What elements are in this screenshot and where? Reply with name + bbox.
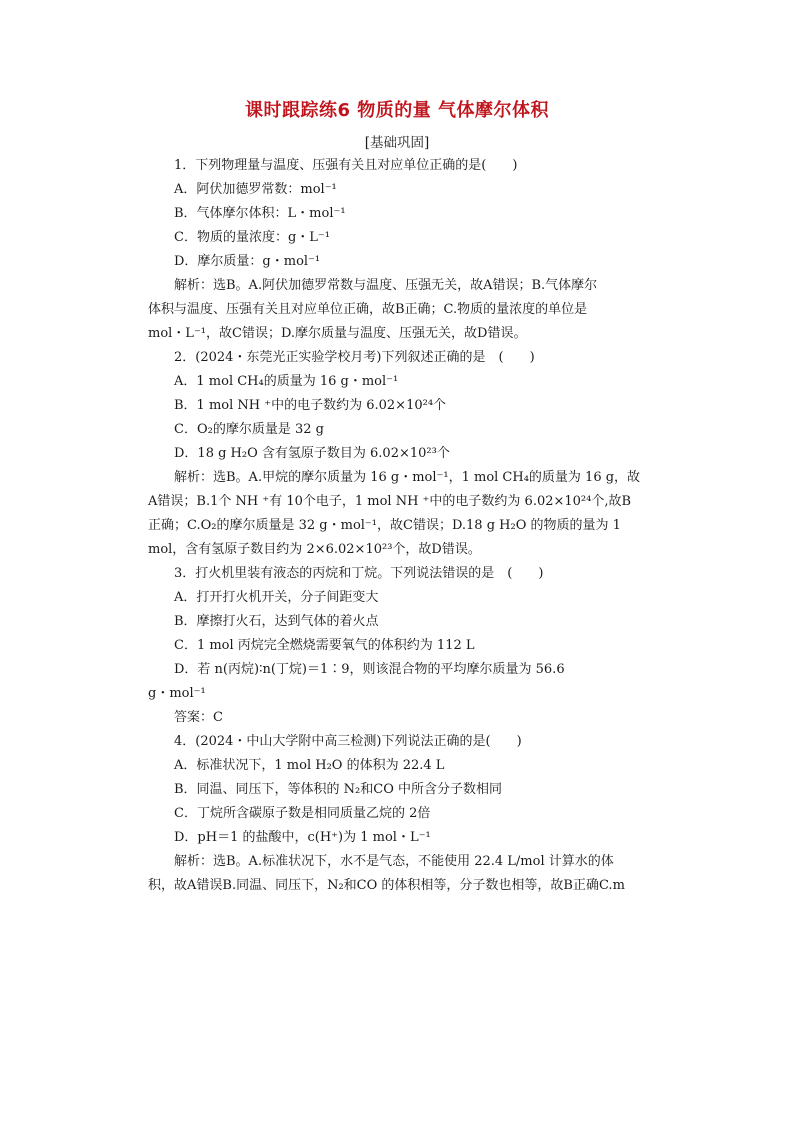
text-line: B．摩擦打火石，达到气体的着火点 — [174, 614, 379, 629]
text-line: C．O₂的摩尔质量是 32 g — [174, 422, 324, 437]
text-line: A．标准状况下，1 mol H₂O 的体积为 22.4 L — [174, 758, 445, 773]
text-line: 4．(2024・中山大学附中高三检测)下列说法正确的是( ) — [174, 734, 522, 749]
text-line: B．气体摩尔体积：L・mol⁻¹ — [174, 206, 346, 221]
text-line: A．1 mol CH₄的质量为 16 g・mol⁻¹ — [174, 374, 399, 389]
text-line: 体积与温度、压强有关且对应单位正确，故B正确；C.物质的量浓度的单位是 — [148, 302, 588, 317]
text-line: 2．(2024・东莞光正实验学校月考)下列叙述正确的是 ( ) — [174, 350, 535, 365]
text-line: 正确；C.O₂的摩尔质量是 32 g・mol⁻¹，故C错误；D.18 g H₂O 的物质的量为 1 — [148, 518, 621, 533]
text-line: D．pH＝1 的盐酸中，c(H⁺)为 1 mol・L⁻¹ — [174, 830, 431, 845]
text-line: B．同温、同压下，等体积的 N₂和CO 中所含分子数相同 — [174, 782, 503, 797]
page-title: 课时跟踪练6 物质的量 气体摩尔体积 — [244, 100, 550, 121]
text-line: g・mol⁻¹ — [148, 686, 206, 701]
text-line: 解析：选B。A.甲烷的摩尔质量为 16 g・mol⁻¹，1 mol CH₄的质量为 16 g，故 — [174, 470, 641, 485]
text-line: C．1 mol 丙烷完全燃烧需要氧气的体积约为 112 L — [174, 638, 475, 653]
document-body — [148, 154, 648, 898]
text-line: C．物质的量浓度：g・L⁻¹ — [174, 230, 330, 245]
text-line: 解析：选B。A.阿伏加德罗常数与温度、压强无关，故A错误；B.气体摩尔 — [174, 278, 598, 293]
section-heading: [基础巩固] — [364, 135, 430, 151]
text-line: mol，含有氢原子数目约为 2×6.02×10²³个，故D错误。 — [148, 542, 481, 557]
text-line: C．丁烷所含碳原子数是相同质量乙烷的 2倍 — [174, 806, 431, 821]
text-line: D．若 n(丙烷)∶n(丁烷)＝1∶9，则该混合物的平均摩尔质量为 56.6 — [174, 662, 565, 677]
text-line: A．阿伏加德罗常数：mol⁻¹ — [174, 182, 337, 197]
text-line: mol・L⁻¹，故C错误；D.摩尔质量与温度、压强无关，故D错误。 — [148, 326, 527, 341]
text-line: 解析：选B。A.标准状况下，水不是气态，不能使用 22.4 L/mol 计算水的体 — [174, 854, 614, 869]
text-line: 积，故A错误B.同温、同压下，N₂和CO 的体积相等，分子数也相等，故B正确C.m — [148, 878, 625, 893]
text-line: 1．下列物理量与温度、压强有关且对应单位正确的是( ) — [174, 158, 518, 173]
text-line: B．1 mol NH ⁺中的电子数约为 6.02×10²⁴个 — [174, 398, 447, 413]
text-line: 答案：C — [174, 710, 223, 725]
text-line: A错误；B.1个 NH ⁺有 10个电子，1 mol NH ⁺中的电子数约为 6.02×10²⁴个,故B — [148, 494, 632, 509]
text-line: A．打开打火机开关，分子间距变大 — [174, 590, 379, 605]
text-line: D．摩尔质量：g・mol⁻¹ — [174, 254, 321, 269]
text-line: 3．打火机里装有液态的丙烷和丁烷。下列说法错误的是 ( ) — [174, 566, 544, 581]
text-line: D．18 g H₂O 含有氢原子数目为 6.02×10²³个 — [174, 446, 450, 461]
